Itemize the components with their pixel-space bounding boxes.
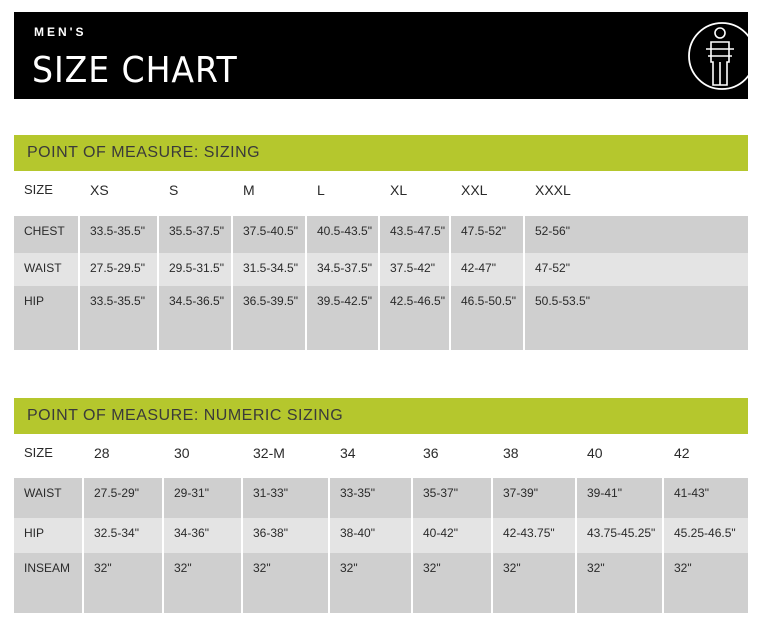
size-column-header: 42: [674, 445, 690, 461]
table-row: [14, 253, 748, 286]
table-cell: 38-40": [330, 518, 413, 553]
row-label: CHEST: [14, 216, 80, 253]
table-cell: 42.5-46.5": [380, 286, 451, 350]
table-cell: 42-43.75": [493, 518, 577, 553]
size-column-header: 30: [174, 445, 190, 461]
table-cell: 35-37": [413, 478, 493, 518]
table-cell: 34.5-36.5": [159, 286, 233, 350]
table-cell: 32": [664, 553, 748, 613]
table-cell: 41-43": [664, 478, 748, 518]
row-label: HIP: [14, 286, 80, 350]
table-cell: 31-33": [243, 478, 330, 518]
size-column-header: 34: [340, 445, 356, 461]
numeric-sizing-section-heading: POINT OF MEASURE: NUMERIC SIZING: [14, 398, 748, 434]
table-cell: 52-56": [525, 216, 748, 253]
size-column-header: XS: [90, 182, 109, 198]
table-cell: 37.5-40.5": [233, 216, 307, 253]
table-cell: 32": [84, 553, 164, 613]
size-column-header: XXL: [461, 182, 488, 198]
row-label: INSEAM: [14, 553, 84, 613]
table-cell: 33-35": [330, 478, 413, 518]
table-cell: 29-31": [164, 478, 243, 518]
row-label: WAIST: [14, 478, 84, 518]
size-column-header: XL: [390, 182, 408, 198]
table-cell: 34.5-37.5": [307, 253, 380, 286]
size-column-header: XXXL: [535, 182, 571, 198]
table-cell: 39-41": [577, 478, 664, 518]
table-cell: 40-42": [413, 518, 493, 553]
size-column-header: 32-M: [253, 445, 285, 461]
size-label: SIZE: [24, 445, 53, 460]
table-cell: 33.5-35.5": [80, 216, 159, 253]
size-column-header: 40: [587, 445, 603, 461]
table-cell: 39.5-42.5": [307, 286, 380, 350]
page-title: SIZE CHART: [32, 50, 238, 91]
table-row: [14, 286, 748, 350]
table-row: [14, 478, 748, 518]
size-column-header: 28: [94, 445, 110, 461]
person-measure-icon: [684, 12, 748, 99]
table-cell: 27.5-29.5": [80, 253, 159, 286]
size-header-row: [14, 434, 748, 478]
row-label: HIP: [14, 518, 84, 553]
table-cell: 27.5-29": [84, 478, 164, 518]
table-cell: 36-38": [243, 518, 330, 553]
table-cell: 43.5-47.5": [380, 216, 451, 253]
size-column-header: L: [317, 182, 325, 198]
table-cell: 35.5-37.5": [159, 216, 233, 253]
table-row: [14, 518, 748, 553]
table-cell: 42-47": [451, 253, 525, 286]
size-chart-header: [14, 12, 748, 99]
table-cell: 32": [164, 553, 243, 613]
size-column-header: 38: [503, 445, 519, 461]
table-cell: 29.5-31.5": [159, 253, 233, 286]
row-label: WAIST: [14, 253, 80, 286]
size-column-header: M: [243, 182, 255, 198]
table-cell: 36.5-39.5": [233, 286, 307, 350]
table-cell: 32.5-34": [84, 518, 164, 553]
table-cell: 37-39": [493, 478, 577, 518]
table-cell: 32": [243, 553, 330, 613]
table-cell: 37.5-42": [380, 253, 451, 286]
table-cell: 33.5-35.5": [80, 286, 159, 350]
header-subtitle: MEN'S: [34, 25, 87, 39]
table-row: [14, 553, 748, 613]
table-cell: 32": [577, 553, 664, 613]
table-cell: 47.5-52": [451, 216, 525, 253]
table-cell: 40.5-43.5": [307, 216, 380, 253]
table-cell: 34-36": [164, 518, 243, 553]
size-column-header: 36: [423, 445, 439, 461]
table-cell: 31.5-34.5": [233, 253, 307, 286]
table-cell: 45.25-46.5": [664, 518, 748, 553]
sizing-section-heading: POINT OF MEASURE: SIZING: [14, 135, 748, 171]
table-cell: 43.75-45.25": [577, 518, 664, 553]
table-row: [14, 216, 748, 253]
table-cell: 32": [493, 553, 577, 613]
size-header-row: [14, 171, 748, 216]
table-cell: 47-52": [525, 253, 748, 286]
size-label: SIZE: [24, 182, 53, 197]
table-cell: 46.5-50.5": [451, 286, 525, 350]
table-cell: 32": [330, 553, 413, 613]
table-cell: 32": [413, 553, 493, 613]
table-cell: 50.5-53.5": [525, 286, 748, 350]
size-column-header: S: [169, 182, 179, 198]
